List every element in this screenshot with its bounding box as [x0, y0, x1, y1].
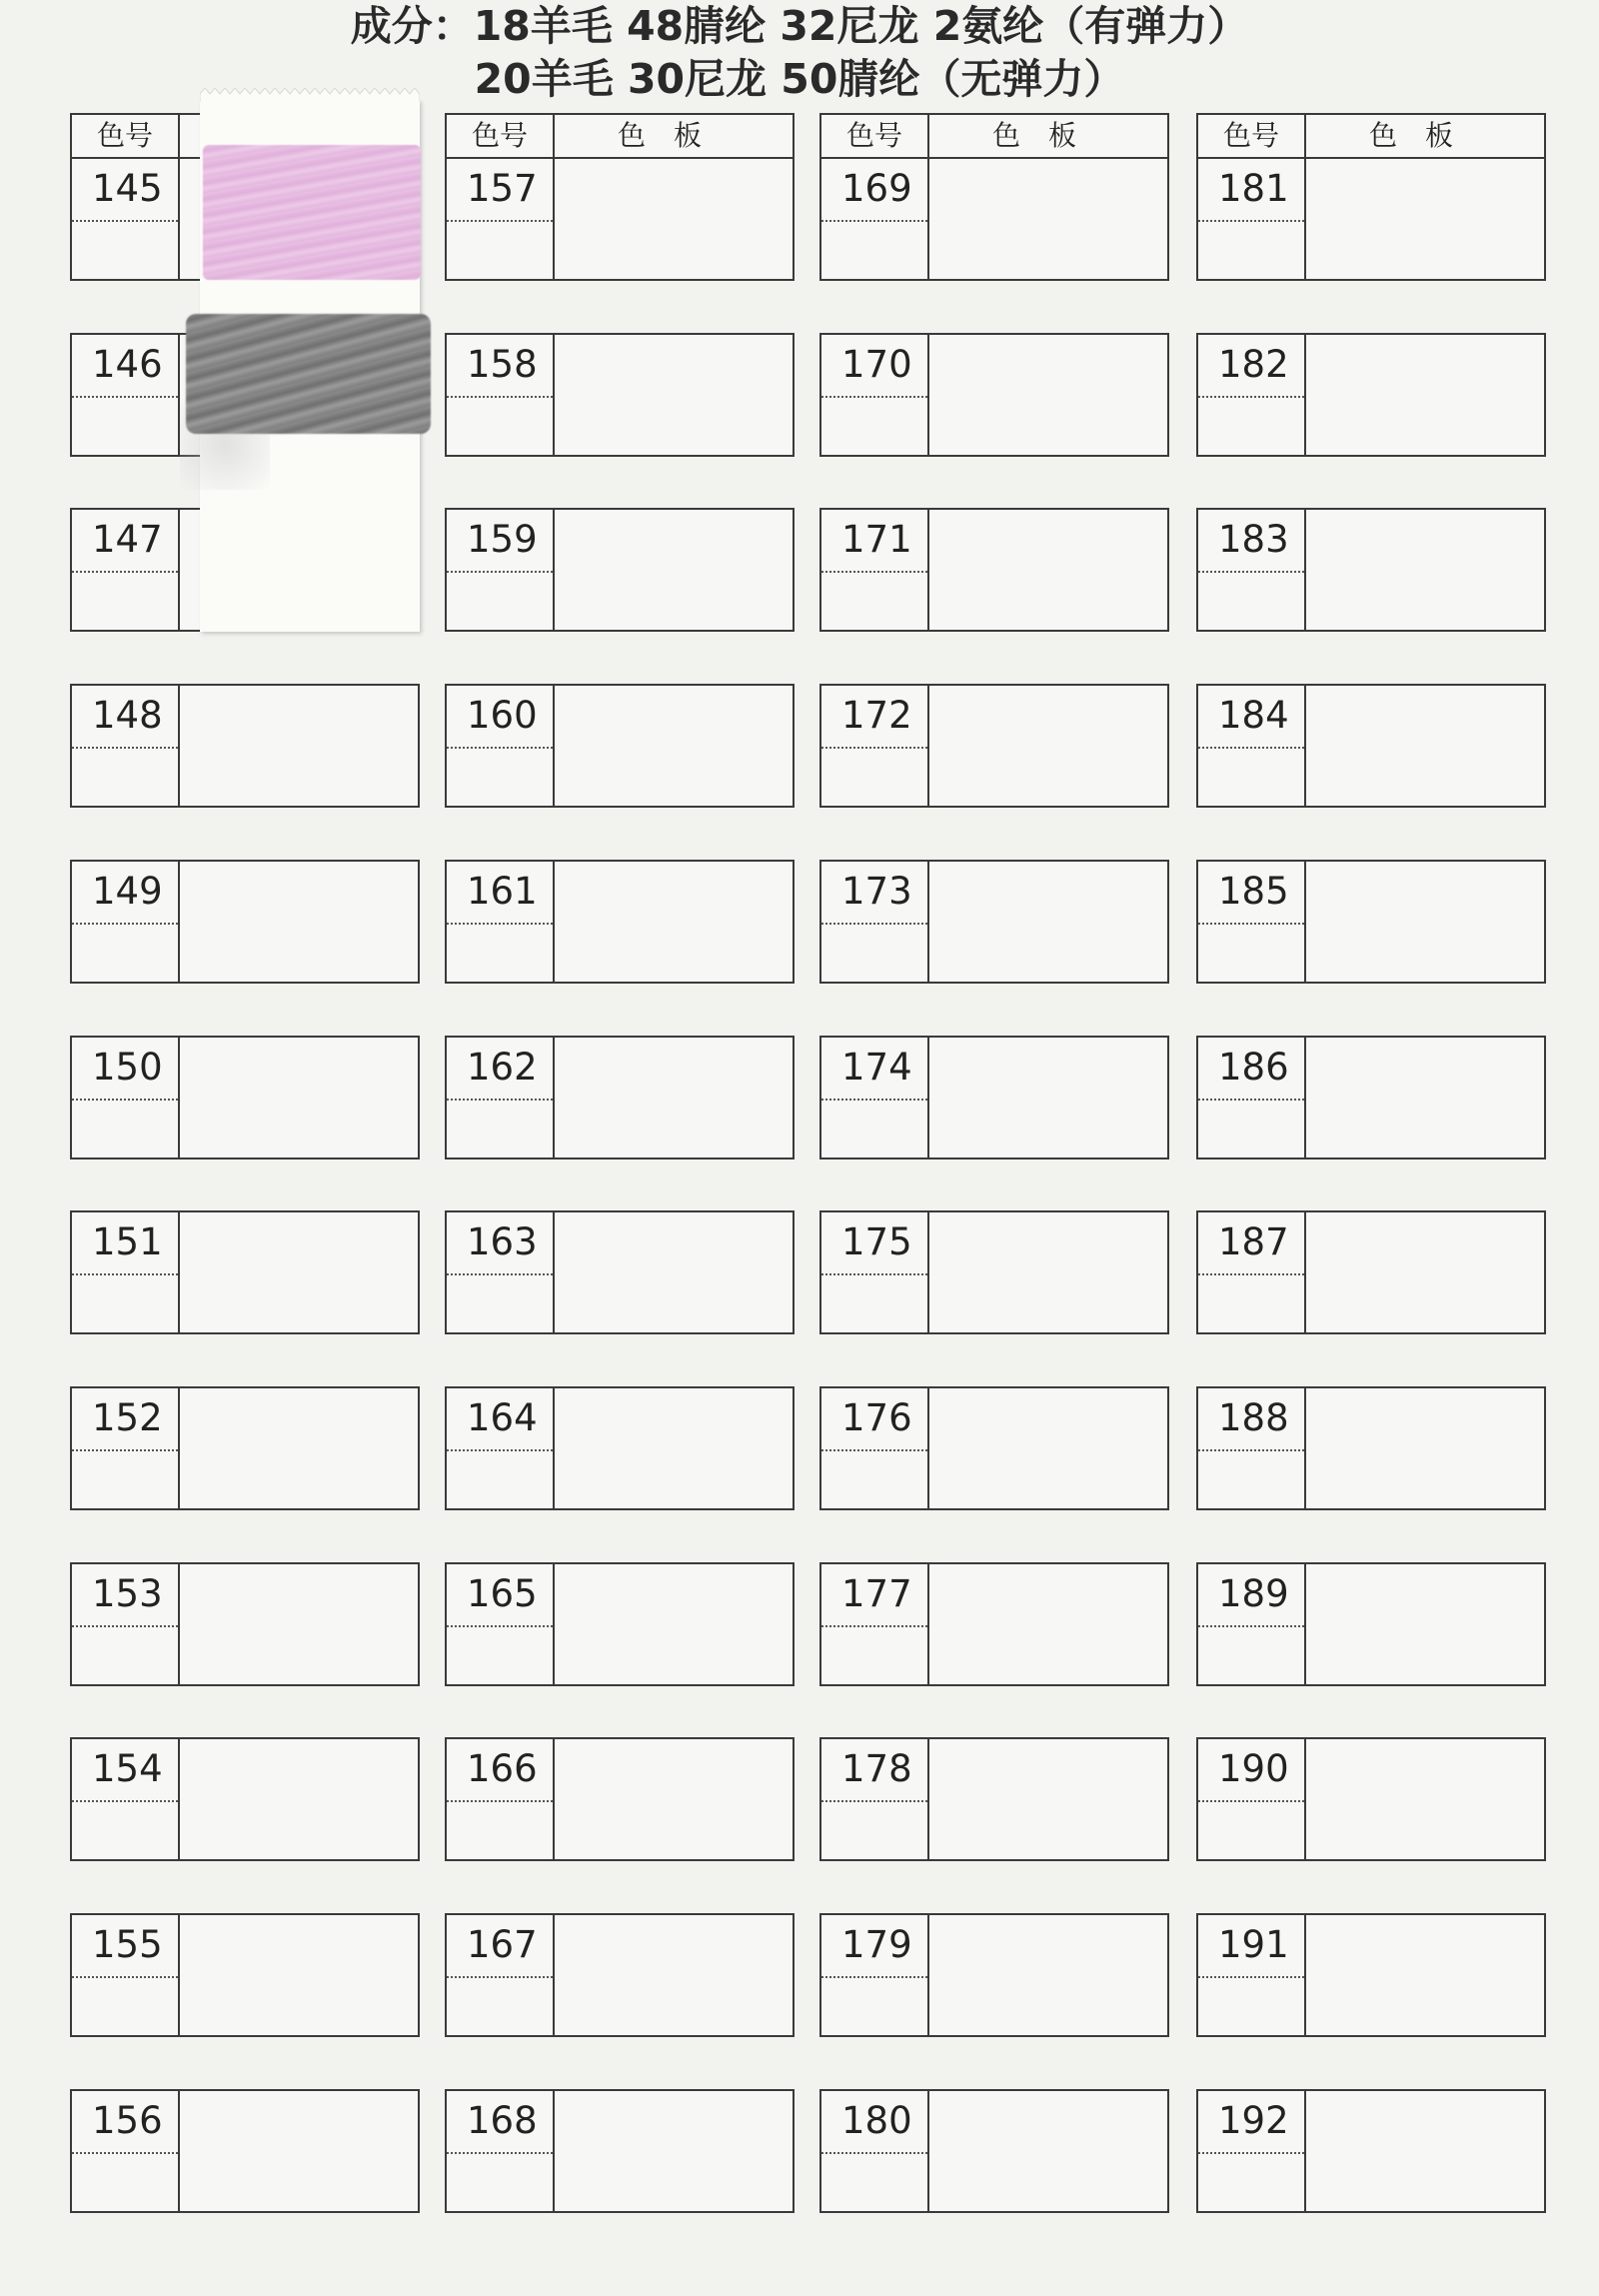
- color-code-row: [1196, 1913, 1546, 2037]
- color-code-row: [445, 333, 795, 457]
- swatch-area: [929, 686, 1167, 806]
- color-code-row: [819, 333, 1169, 457]
- color-code-number: 182: [1198, 335, 1304, 398]
- color-code-row: [70, 1562, 420, 1686]
- color-code-number: 152: [72, 1388, 178, 1451]
- color-code-number: 153: [72, 1564, 178, 1627]
- swatch-area: [1306, 1038, 1544, 1157]
- color-code-number: 185: [1198, 862, 1304, 925]
- color-code-row: [70, 1036, 420, 1159]
- color-code-number: 189: [1198, 1564, 1304, 1627]
- color-code-number: 176: [821, 1388, 927, 1451]
- color-code-row: [70, 1210, 420, 1334]
- header-code-label: 色号: [1222, 119, 1279, 152]
- swatch-area: [555, 510, 793, 630]
- swatch-area: [555, 1564, 793, 1684]
- swatch-area: [555, 1915, 793, 2035]
- color-code-number: 160: [447, 686, 553, 749]
- color-code-number: 179: [821, 1915, 927, 1978]
- swatch-area: [180, 1564, 418, 1684]
- swatch-area: [929, 1212, 1167, 1332]
- swatch-area: [929, 1915, 1167, 2035]
- color-code-number: 171: [821, 510, 927, 573]
- header-swatch-label: 色板: [553, 115, 793, 157]
- swatch-area: [180, 2091, 418, 2211]
- column-header: [445, 113, 795, 157]
- swatch-area: [1306, 862, 1544, 982]
- gray-yarn-sample: [186, 314, 431, 434]
- color-code-row: [445, 1036, 795, 1159]
- color-code-row: [70, 1737, 420, 1861]
- swatch-area: [929, 2091, 1167, 2211]
- swatch-area: [180, 1212, 418, 1332]
- color-code-number: 162: [447, 1038, 553, 1101]
- swatch-area: [1306, 510, 1544, 630]
- color-code-number: 146: [72, 335, 178, 398]
- swatch-area: [1306, 1212, 1544, 1332]
- color-code-number: 150: [72, 1038, 178, 1101]
- swatch-area: [180, 1739, 418, 1859]
- color-code-number: 178: [821, 1739, 927, 1802]
- swatch-area: [555, 1212, 793, 1332]
- color-code-row: [70, 1913, 420, 2037]
- color-code-row: [1196, 157, 1546, 281]
- color-code-number: 148: [72, 686, 178, 749]
- color-code-row: [819, 1562, 1169, 1686]
- color-code-row: [819, 1386, 1169, 1510]
- swatch-area: [555, 335, 793, 455]
- swatch-area: [1306, 1915, 1544, 2035]
- yarn-sample-card: [200, 100, 420, 632]
- header-code-label: 色号: [845, 119, 902, 152]
- color-code-number: 154: [72, 1739, 178, 1802]
- swatch-area: [929, 1038, 1167, 1157]
- color-code-number: 155: [72, 1915, 178, 1978]
- swatch-area: [555, 686, 793, 806]
- header-swatch-label: 色板: [927, 115, 1167, 157]
- color-code-number: 174: [821, 1038, 927, 1101]
- color-code-number: 168: [447, 2091, 553, 2154]
- color-code-row: [1196, 1036, 1546, 1159]
- swatch-area: [929, 862, 1167, 982]
- color-code-row: [1196, 508, 1546, 632]
- color-code-row: [445, 1386, 795, 1510]
- swatch-area: [1306, 159, 1544, 279]
- swatch-area: [1306, 1388, 1544, 1508]
- color-code-row: [1196, 1562, 1546, 1686]
- color-code-row: [1196, 333, 1546, 457]
- color-code-number: 188: [1198, 1388, 1304, 1451]
- header-swatch-label: 色板: [1304, 115, 1544, 157]
- color-code-row: [819, 1737, 1169, 1861]
- color-code-row: [819, 157, 1169, 281]
- swatch-area: [180, 686, 418, 806]
- color-code-row: [70, 1386, 420, 1510]
- swatch-area: [929, 1739, 1167, 1859]
- composition-line-2: 20羊毛 30尼龙 50腈纶（无弹力）: [474, 55, 1125, 103]
- color-code-number: 191: [1198, 1915, 1304, 1978]
- color-code-row: [445, 2089, 795, 2213]
- swatch-area: [555, 862, 793, 982]
- color-code-row: [819, 1036, 1169, 1159]
- color-code-number: 145: [72, 159, 178, 222]
- color-code-row: [819, 1913, 1169, 2037]
- color-code-row: [819, 684, 1169, 808]
- color-code-row: [1196, 684, 1546, 808]
- color-code-number: 184: [1198, 686, 1304, 749]
- color-code-number: 190: [1198, 1739, 1304, 1802]
- swatch-area: [1306, 335, 1544, 455]
- color-code-row: [1196, 2089, 1546, 2213]
- color-code-number: 183: [1198, 510, 1304, 573]
- color-code-row: [70, 860, 420, 984]
- color-code-number: 173: [821, 862, 927, 925]
- color-code-number: 158: [447, 335, 553, 398]
- color-code-number: 151: [72, 1212, 178, 1275]
- swatch-area: [929, 1564, 1167, 1684]
- swatch-area: [929, 1388, 1167, 1508]
- swatch-area: [555, 1388, 793, 1508]
- color-code-row: [445, 157, 795, 281]
- color-code-number: 164: [447, 1388, 553, 1451]
- swatch-area: [555, 2091, 793, 2211]
- swatch-area: [180, 862, 418, 982]
- swatch-area: [180, 1388, 418, 1508]
- color-code-row: [445, 1737, 795, 1861]
- color-code-number: 175: [821, 1212, 927, 1275]
- color-code-number: 166: [447, 1739, 553, 1802]
- swatch-area: [1306, 1739, 1544, 1859]
- color-code-number: 192: [1198, 2091, 1304, 2154]
- color-code-number: 186: [1198, 1038, 1304, 1101]
- swatch-area: [555, 1038, 793, 1157]
- color-code-row: [1196, 1737, 1546, 1861]
- color-code-row: [1196, 1210, 1546, 1334]
- composition-line-1: 成分：18羊毛 48腈纶 32尼龙 2氨纶（有弹力）: [350, 2, 1249, 50]
- swatch-area: [1306, 1564, 1544, 1684]
- color-code-number: 177: [821, 1564, 927, 1627]
- swatch-area: [929, 335, 1167, 455]
- color-code-row: [445, 508, 795, 632]
- color-code-row: [819, 860, 1169, 984]
- color-code-number: 169: [821, 159, 927, 222]
- color-code-row: [445, 684, 795, 808]
- color-code-number: 165: [447, 1564, 553, 1627]
- color-code-number: 172: [821, 686, 927, 749]
- swatch-area: [180, 1915, 418, 2035]
- color-code-number: 147: [72, 510, 178, 573]
- color-code-number: 149: [72, 862, 178, 925]
- color-code-number: 163: [447, 1212, 553, 1275]
- color-code-number: 181: [1198, 159, 1304, 222]
- swatch-area: [929, 159, 1167, 279]
- swatch-area: [180, 1038, 418, 1157]
- color-code-row: [819, 2089, 1169, 2213]
- swatch-area: [1306, 2091, 1544, 2211]
- pinked-edge: [200, 88, 420, 102]
- color-code-number: 170: [821, 335, 927, 398]
- color-code-row: [70, 684, 420, 808]
- color-code-number: 157: [447, 159, 553, 222]
- color-code-number: 159: [447, 510, 553, 573]
- swatch-area: [555, 159, 793, 279]
- color-code-row: [70, 2089, 420, 2213]
- color-code-row: [445, 1210, 795, 1334]
- color-code-row: [819, 508, 1169, 632]
- color-code-row: [1196, 1386, 1546, 1510]
- color-code-row: [445, 1913, 795, 2037]
- swatch-area: [929, 510, 1167, 630]
- color-code-number: 156: [72, 2091, 178, 2154]
- color-code-number: 167: [447, 1915, 553, 1978]
- color-code-row: [445, 1562, 795, 1686]
- color-code-row: [445, 860, 795, 984]
- color-code-row: [819, 1210, 1169, 1334]
- column-header: [819, 113, 1169, 157]
- color-code-number: 161: [447, 862, 553, 925]
- color-code-number: 187: [1198, 1212, 1304, 1275]
- column-header: [1196, 113, 1546, 157]
- color-code-row: [1196, 860, 1546, 984]
- pink-yarn-sample: [203, 145, 421, 280]
- swatch-area: [1306, 686, 1544, 806]
- header-code-label: 色号: [471, 119, 528, 152]
- color-code-number: 180: [821, 2091, 927, 2154]
- swatch-area: [555, 1739, 793, 1859]
- header-code-label: 色号: [96, 119, 153, 152]
